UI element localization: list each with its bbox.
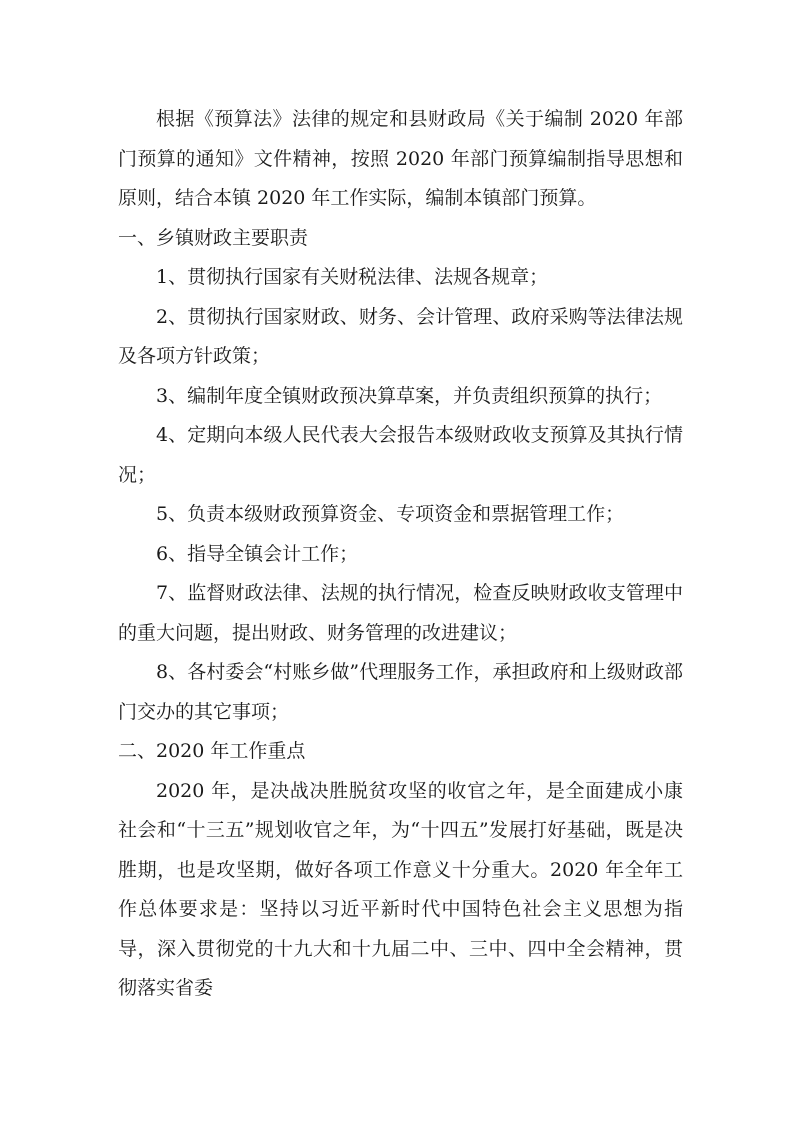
priorities-paragraph: 2020 年，是决战决胜脱贫攻坚的收官之年，是全面建成小康社会和“十三五”规划收官之年，为“十四五”发展打好基础，既是决胜期，也是攻坚期，做好各项工作意义十分重大。2020 年全年工作总体要求是：坚持以习近平新时代中国特色社会主义思想为指导，深入贯彻党的十九大和十九届二中、三中、四中全会精神，贯彻落实省委: [118, 779, 683, 999]
duty-item: 7、监督财政法律、法规的执行情况，检查反映财政收支管理中的重大问题，提出财政、财务管理的改进建议；: [118, 582, 683, 644]
intro-paragraph: 根据《预算法》法律的规定和县财政局《关于编制 2020 年部门预算的通知》文件精神，按照 2020 年部门预算编制指导思想和原则，结合本镇 2020 年工作实际，编制本镇部门预算。: [118, 108, 683, 209]
section-heading-priorities: 二、2020 年工作重点: [118, 740, 306, 762]
duty-item: 5、负责本级财政预算资金、专项资金和票据管理工作；: [156, 503, 625, 525]
document-body: [118, 100, 683, 1009]
duty-item: 4、定期向本级人民代表大会报告本级财政收支预算及其执行情况；: [118, 424, 683, 486]
duty-item: 6、指导全镇会计工作；: [156, 542, 359, 565]
duty-item: 3、编制年度全镇财政预决算草案，并负责组织预算的执行；: [156, 384, 663, 407]
duty-item: 8、各村委会“村账乡做”代理服务工作，承担政府和上级财政部门交办的其它事项；: [118, 661, 683, 723]
duty-item: 1、贯彻执行国家有关财税法律、法规各规章；: [156, 266, 549, 288]
duty-item: 2、贯彻执行国家财政、财务、会计管理、政府采购等法律法规及各项方针政策；: [118, 305, 683, 367]
section-heading-duties: 一、乡镇财政主要职责: [118, 226, 309, 249]
